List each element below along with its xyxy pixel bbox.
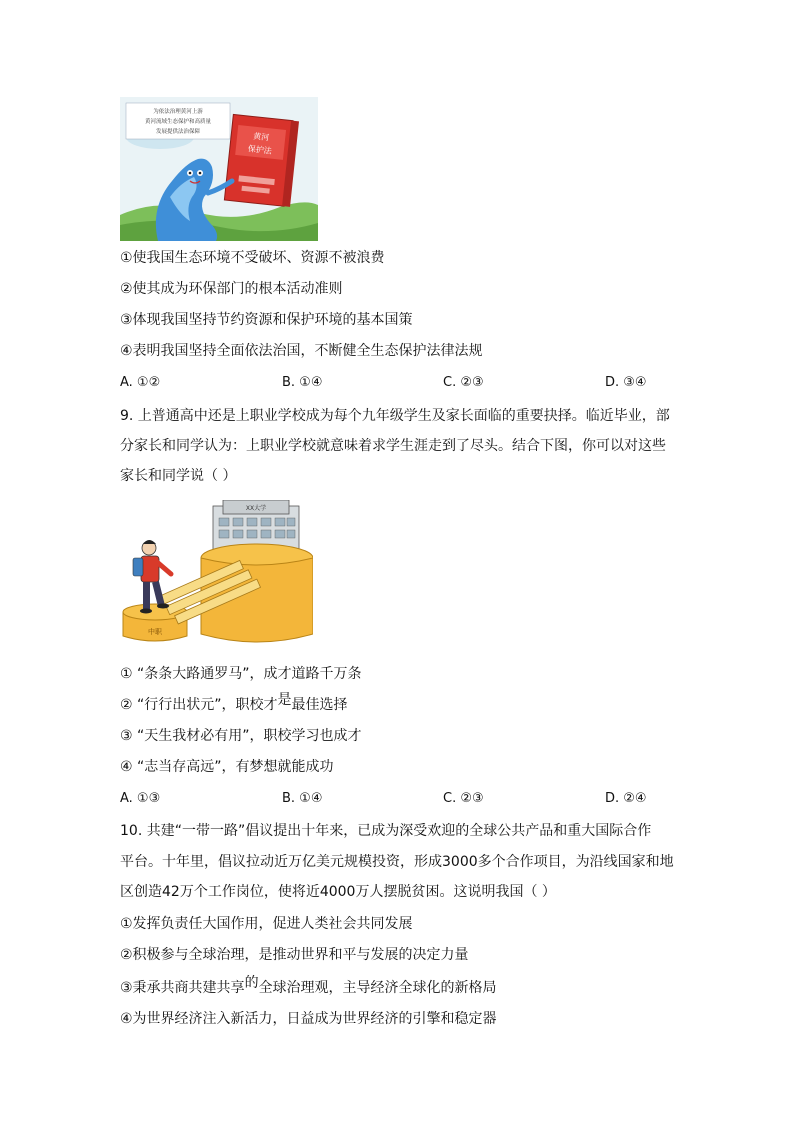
q9-option-2-tail: 最佳选择 <box>291 697 348 713</box>
q9-choice-d[interactable]: D. ②④ <box>605 791 647 806</box>
q8-option-1: ①使我国生态环境不受破坏、资源不被浪费 <box>120 250 385 266</box>
q8-option-4: ④表明我国坚持全面依法治国，不断健全生态保护法律法规 <box>120 343 483 359</box>
q8-choice-c[interactable]: C. ②③ <box>443 375 484 390</box>
q8-choice-b[interactable]: B. ①④ <box>282 375 323 390</box>
q10-stem-line-1: 10. 共建“一带一路”倡议提出十年来，已成为深受欢迎的全球公共产品和重大国际合作 <box>120 823 652 839</box>
banner-line-2: 黄河流域生态保护和高质量 <box>144 119 212 125</box>
q9-stem-line-2: 分家长和同学认为：上职业学校就意味着求学生涯走到了尽头。结合下图，你可以对这些 <box>120 438 666 454</box>
q8-option-3: ③体现我国坚持节约资源和保护环境的基本国策 <box>120 312 413 328</box>
q10-option-3-tail: 全球治理观，主导经济全球化的新格局 <box>258 980 497 996</box>
book-title-2: 保护法 <box>247 144 273 156</box>
q9-option-2 <box>120 692 348 714</box>
q10-stem-line-3: 区创造42万个工作岗位，使将近4000万人摆脱贫困。这说明我国（ ） <box>120 884 556 900</box>
q9-option-2-sup: 是 <box>277 692 292 708</box>
banner-line-3: 发展提供法治保障 <box>155 129 201 135</box>
q9-option-3: ③ “天生我材必有用”，职校学习也成才 <box>120 728 362 744</box>
q10-option-3 <box>120 975 497 997</box>
q10-option-3-head: ③秉承共商共建共享 <box>120 980 245 996</box>
q9-stem-line-3: 家长和同学说（ ） <box>120 468 237 484</box>
building-sign: XX大学 <box>245 505 267 512</box>
q8-choice-a[interactable]: A. ①② <box>120 375 161 390</box>
q10-option-3-sup: 的 <box>244 975 259 991</box>
q9-choice-a[interactable]: A. ①③ <box>120 791 161 806</box>
vocational-school-cartoon <box>119 500 313 646</box>
yellow-river-law-cartoon <box>120 97 318 241</box>
q9-choice-b[interactable]: B. ①④ <box>282 791 323 806</box>
q10-option-2: ②积极参与全球治理，是推动世界和平与发展的决定力量 <box>120 947 469 963</box>
banner-line-1: 为依法治理黄河上游 <box>153 109 203 115</box>
q10-stem-line-2: 平台。十年里，倡议拉动近万亿美元规模投资，形成3000多个合作项目，为沿线国家和地 <box>120 854 674 870</box>
q10-option-1: ①发挥负责任大国作用，促进人类社会共同发展 <box>120 916 413 932</box>
q9-option-2-head: ② “行行出状元”，职校才 <box>120 697 278 713</box>
q8-option-2: ②使其成为环保部门的根本活动准则 <box>120 281 343 297</box>
q9-stem-line-1: 9. 上普通高中还是上职业学校成为每个九年级学生及家长面临的重要抉择。临近毕业，部 <box>120 408 670 424</box>
q9-option-1: ① “条条大路通罗马”，成才道路千万条 <box>120 666 362 682</box>
q9-choice-c[interactable]: C. ②③ <box>443 791 484 806</box>
book-title-1: 黄河 <box>252 131 270 143</box>
pedestal-label: 中职 <box>148 628 162 636</box>
q9-option-4: ④ “志当存高远”，有梦想就能成功 <box>120 759 334 775</box>
q8-choice-d[interactable]: D. ③④ <box>605 375 647 390</box>
q10-option-4: ④为世界经济注入新活力，日益成为世界经济的引擎和稳定器 <box>120 1011 497 1027</box>
